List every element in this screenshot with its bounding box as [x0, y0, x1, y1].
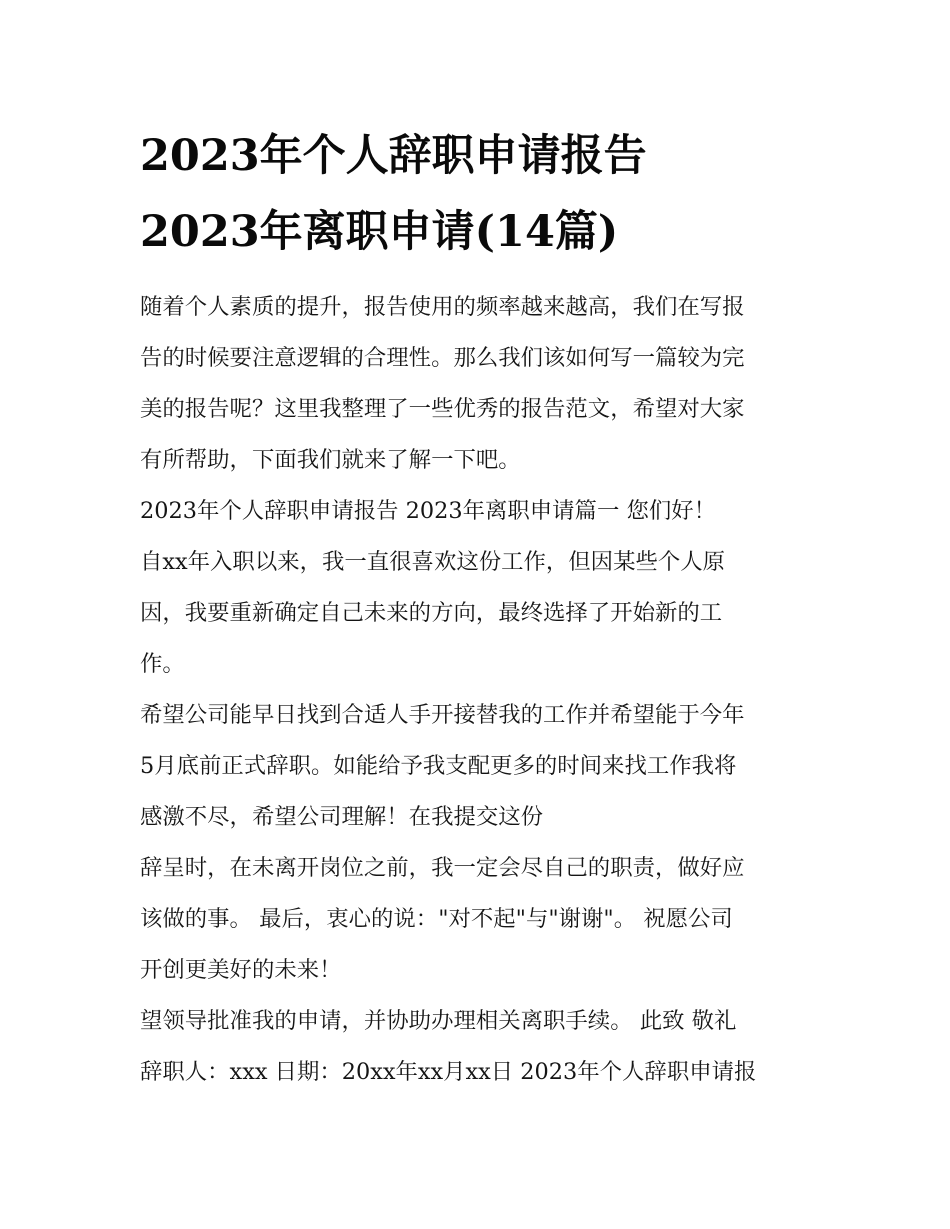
title-line-2: 2023年离职申请(14篇): [140, 207, 619, 257]
body-paragraph: [140, 537, 810, 690]
text-line: 望领导批准我的申请，并协助办理相关离职手续。 此致 敬礼: [140, 1008, 737, 1034]
text-line: 希望公司能早日找到合适人手开接替我的工作并希望能于今年: [140, 702, 745, 728]
body-paragraph: [140, 843, 810, 996]
text-line: 辞呈时，在未离开岗位之前，我一定会尽自己的职责，做好应: [140, 855, 745, 881]
text-line: 开创更美好的未来！: [140, 957, 342, 983]
section-heading-paragraph: [140, 486, 810, 537]
text-line: 2023年个人辞职申请报告 2023年离职申请篇一 您们好！: [140, 498, 717, 524]
signature-line: 辞职人：xxx 日期：20xx年xx月xx日 2023年个人辞职申请报: [140, 1059, 757, 1085]
text-line: 美的报告呢？这里我整理了一些优秀的报告范文，希望对大家: [140, 396, 745, 422]
text-line: 因，我要重新确定自己未来的方向，最终选择了开始新的工: [140, 600, 723, 626]
text-line: 随着个人素质的提升，报告使用的频率越来越高，我们在写报: [140, 294, 745, 320]
text-line: 该做的事。 最后，衷心的说："对不起"与"谢谢"。 祝愿公司: [140, 906, 733, 932]
document-body: [140, 282, 810, 1098]
text-line: 5月底前正式辞职。如能给予我支配更多的时间来找工作我将: [140, 753, 737, 779]
text-line: 告的时候要注意逻辑的合理性。那么我们该如何写一篇较为完: [140, 345, 745, 371]
text-line: 自xx年入职以来，我一直很喜欢这份工作，但因某些个人原: [140, 549, 726, 575]
text-line: 有所帮助，下面我们就来了解一下吧。: [140, 447, 521, 473]
text-line: 作。: [140, 651, 185, 677]
text-line: 感激不尽，希望公司理解！在我提交这份: [140, 804, 544, 830]
document-title: [140, 118, 810, 270]
body-paragraph: [140, 690, 810, 843]
title-line-1: 2023年个人辞职申请报告: [140, 131, 647, 181]
closing-paragraph: [140, 996, 810, 1098]
intro-paragraph: [140, 282, 810, 486]
